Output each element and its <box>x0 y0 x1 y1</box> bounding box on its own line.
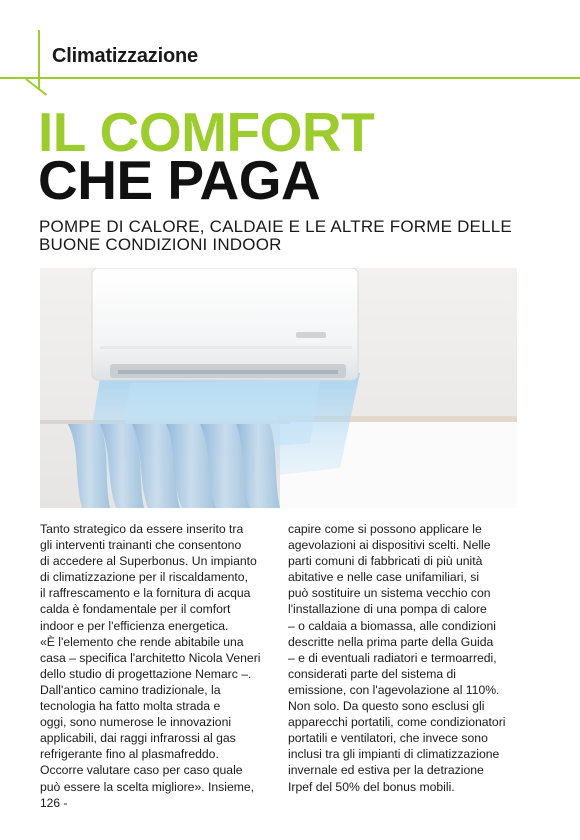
body-line: descritte nella prima parte della Guida <box>288 634 494 649</box>
body-line: Dall'antico camino tradizionale, la <box>40 682 221 697</box>
title-line-2: CHE PAGA <box>38 149 321 211</box>
body-line: Occorre valutare caso per caso quale <box>40 763 243 778</box>
body-line: abitative e nelle case unifamiliari, si <box>288 570 480 585</box>
body-line: refrigerante fino al plasmafreddo. <box>40 747 219 762</box>
body-line: agevolazioni ai dispositivi scelti. Nelle <box>288 538 491 553</box>
body-line: calda è fondamentale per il comfort <box>40 602 231 617</box>
page-number: 126 - <box>40 796 68 810</box>
body-line: dello studio di progettazione Nemarc –. <box>40 666 252 681</box>
body-line: portatili e ventilatori, che invece sono <box>288 731 488 746</box>
body-column-left <box>40 521 278 795</box>
body-line: inclusi tra gli impianti di climatizzazione <box>288 747 500 762</box>
header-rule <box>0 77 580 79</box>
body-line: il raffrescamento e la fornitura di acqua <box>40 586 251 601</box>
header-vertical-rule <box>38 30 40 90</box>
body-line: – e di eventuali radiatori e termoarredi, <box>288 650 497 665</box>
air-conditioner-photo <box>40 268 517 508</box>
air-conditioner-illustration <box>40 268 517 508</box>
body-line: Irpef del 50% del bonus mobili. <box>288 779 455 794</box>
body-line: gli interventi trainanti che consentono <box>40 538 242 553</box>
body-line: capire come si possono applicare le <box>288 522 482 536</box>
section-label: Climatizzazione <box>52 45 198 67</box>
body-line: oggi, sono numerose le innovazioni <box>40 715 232 730</box>
body-line: applicabili, dai raggi infrarossi al gas <box>40 731 236 746</box>
header-corner-mark <box>25 78 47 96</box>
body-line: Tanto strategico da essere inserito tra <box>40 522 244 536</box>
body-line: – o caldaia a biomassa, alle condizioni <box>288 618 496 633</box>
body-line: invernale ed estiva per la detrazione <box>288 763 484 778</box>
body-line: casa – specifica l'architetto Nicola Veneri <box>40 650 261 665</box>
body-line: Non solo. Da questo sono esclusi gli <box>288 699 485 714</box>
subtitle-line: POMPE DI CALORE, CALDAIE E LE ALTRE FORME DELLE <box>39 217 512 236</box>
body-line: «È l'elemento che rende abitabile una <box>40 634 244 649</box>
body-column-right <box>288 521 526 795</box>
body-line: di climatizzazione per il riscaldamento, <box>40 570 248 585</box>
body-line: emissione, con l'agevolazione al 110%. <box>288 682 500 697</box>
subtitle-line: BUONE CONDIZIONI INDOOR <box>39 235 282 254</box>
body-line: apparecchi portatili, come condizionatori <box>288 715 506 730</box>
body-line: può sostituire un sistema vecchio con <box>288 586 491 601</box>
body-line: di accedere al Superbonus. Un impianto <box>40 554 257 569</box>
body-line: l'installazione di una pompa di calore <box>288 602 487 617</box>
body-line: parti comuni di fabbricati di più unità <box>288 554 483 569</box>
title-line-1: IL COMFORT <box>38 101 375 163</box>
body-line: tecnologia ha fatto molta strada e <box>40 699 221 714</box>
subtitle <box>39 218 539 254</box>
body-line: indoor e per l'efficienza energetica. <box>40 618 229 633</box>
body-line: considerati parte del sistema di <box>288 666 457 681</box>
body-line: può essere la scelta migliore». Insieme, <box>40 779 255 794</box>
